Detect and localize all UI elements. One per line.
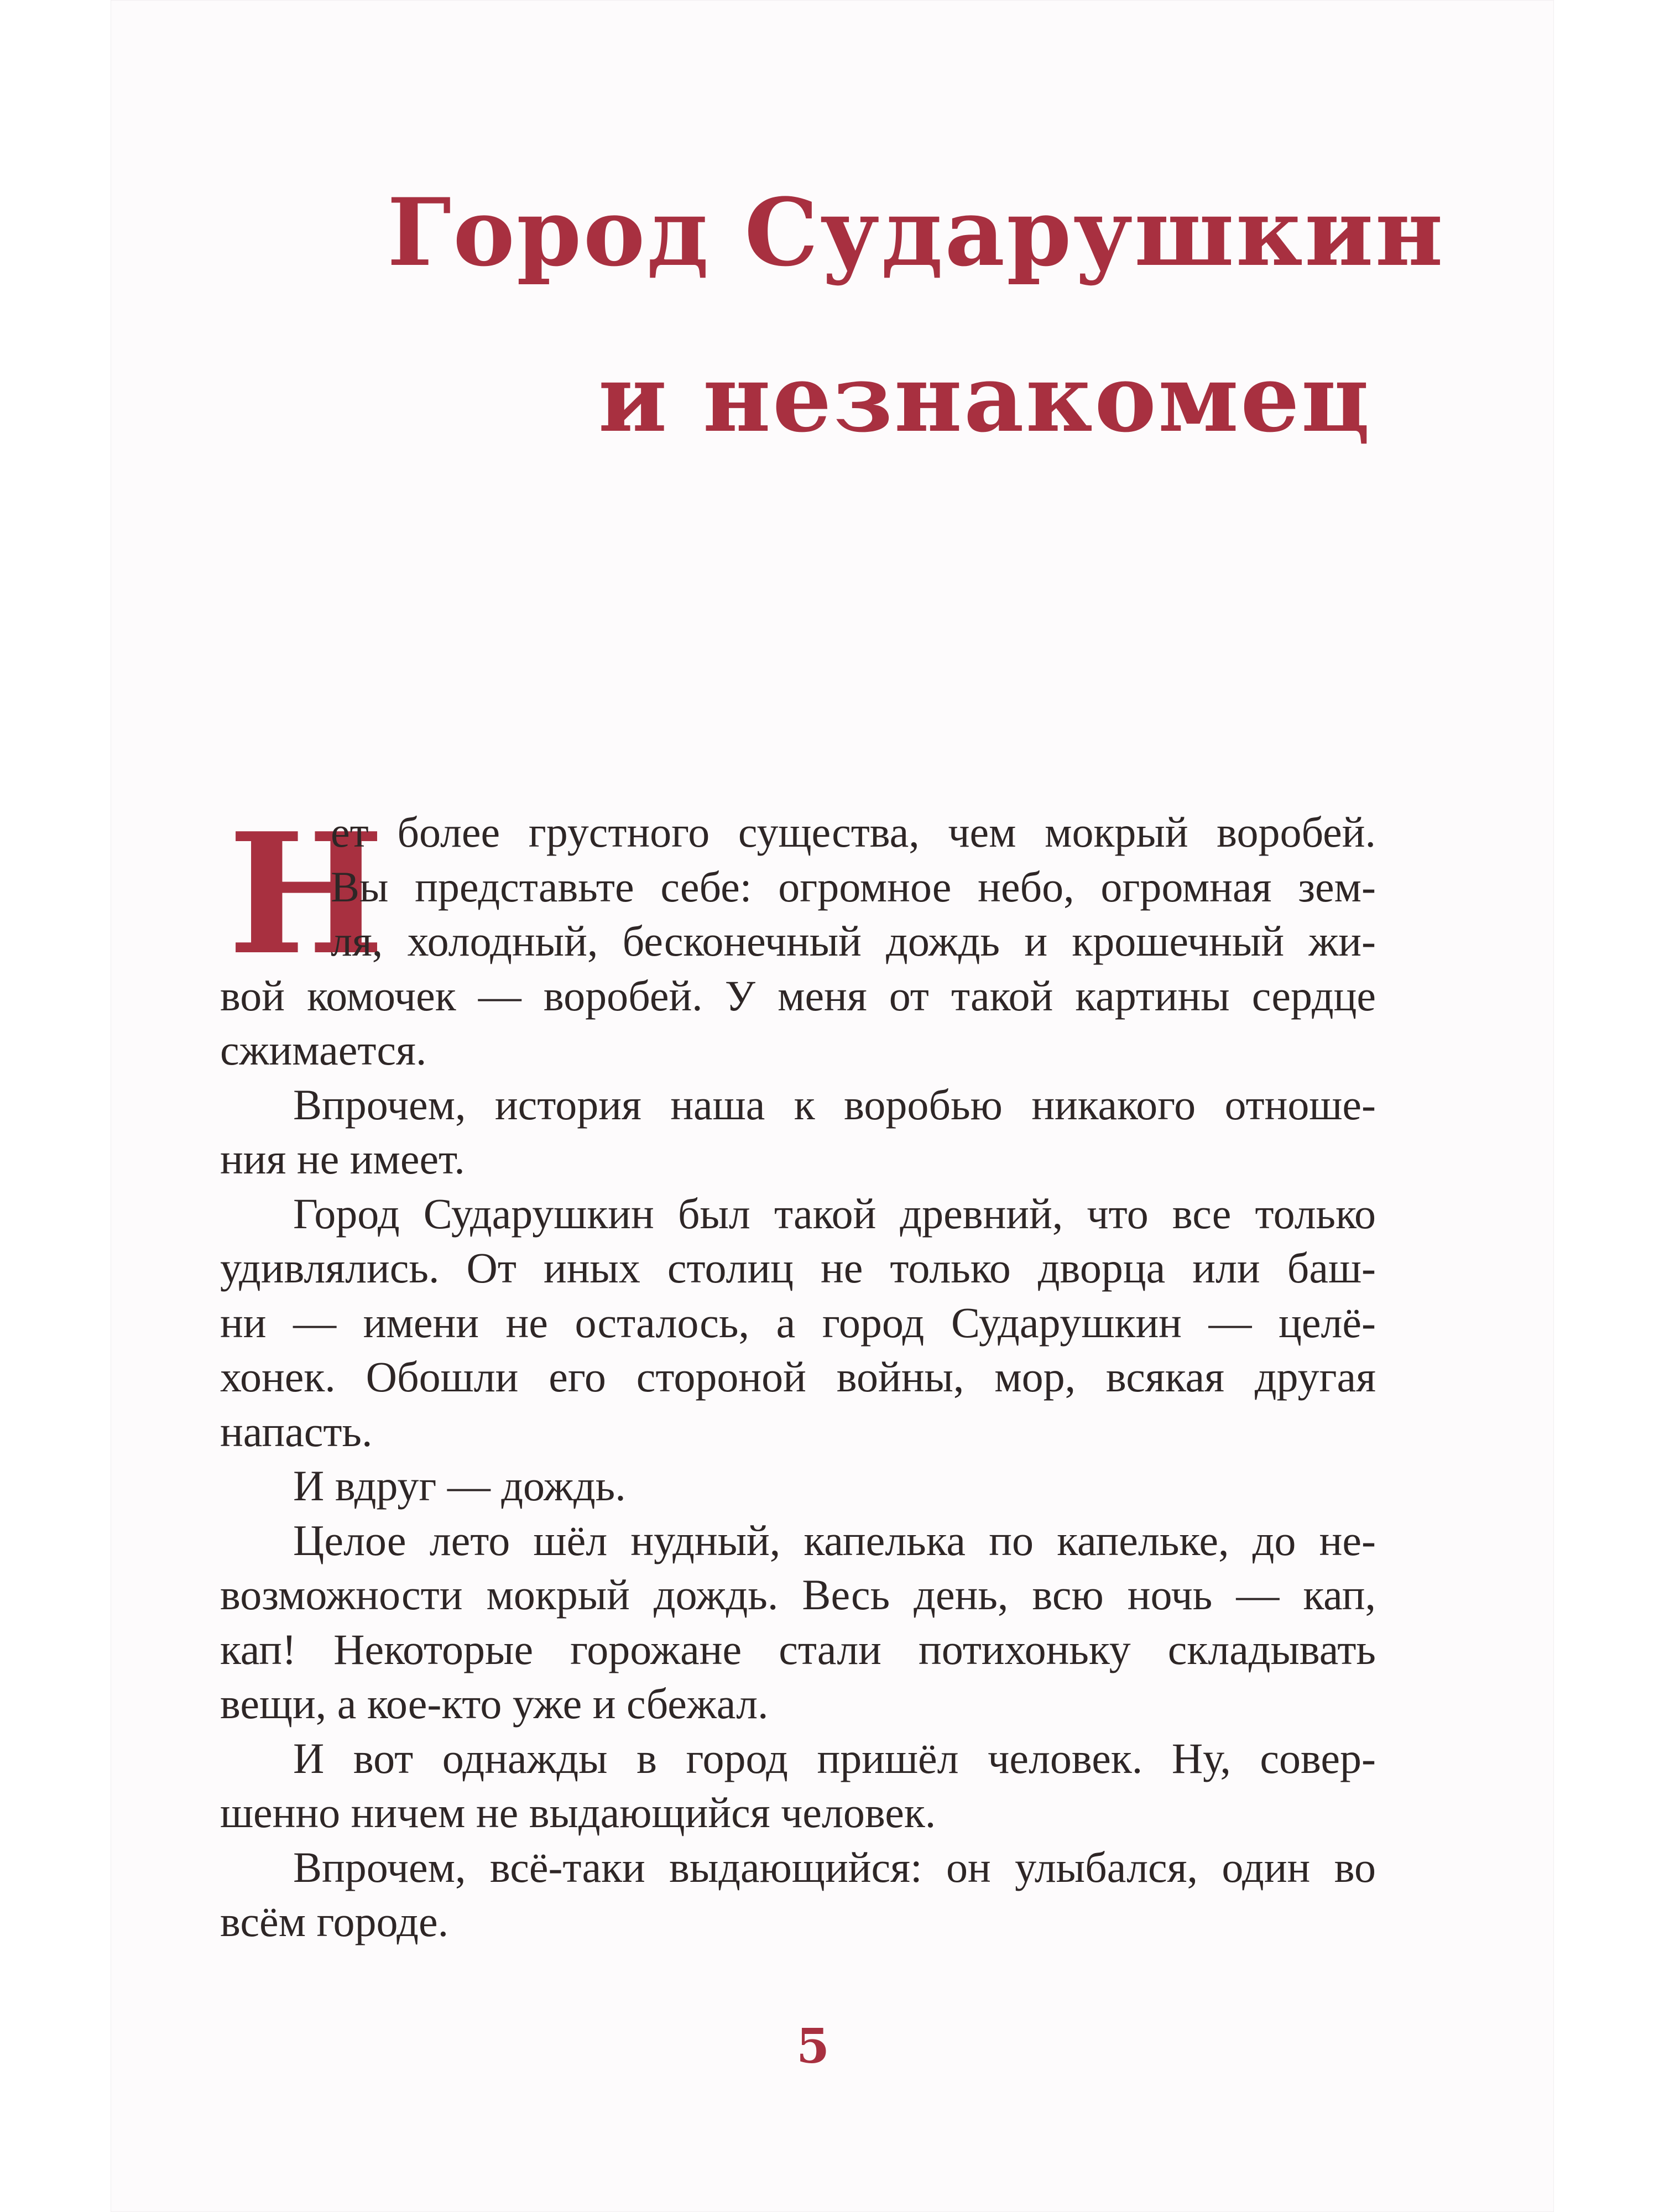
text-line: сжимается. (220, 1026, 427, 1074)
text-line: ни — имени не осталось, а город Сударушкин — целё- (220, 1298, 1376, 1347)
text-line: ля, холодный, бесконечный дождь и крошечный жи- (331, 917, 1376, 965)
text-line: шенно ничем не выдающийся человек. (220, 1788, 936, 1837)
text-line: Целое лето шёл нудный, капелька по капельке, до не- (293, 1516, 1376, 1564)
text-line: Вы представьте себе: огромное небо, огромная зем- (331, 862, 1376, 911)
text-line: Впрочем, история наша к воробью никакого отноше- (293, 1080, 1376, 1129)
text-line: ния не имеет. (220, 1135, 465, 1183)
text-line: И вот однажды в город пришёл человек. Ну, совер- (293, 1734, 1376, 1782)
chapter-body-text (220, 796, 1376, 1949)
page-number: 5 (796, 2018, 830, 2074)
text-line: хонек. Обошли его стороной войны, мор, всякая другая (220, 1353, 1376, 1401)
text-line: И вдруг — дождь. (293, 1462, 626, 1510)
text-line: удивлялись. От иных столиц не только дворца или баш- (220, 1244, 1376, 1292)
text-line: ет более грустного существа, чем мокрый воробей. (331, 808, 1376, 856)
chapter-title (387, 149, 1445, 481)
text-line: возможности мокрый дождь. Весь день, всю ночь — кап, (220, 1571, 1376, 1619)
chapter-title-line-2: и незнакомец (598, 343, 1371, 453)
text-line: всём городе. (220, 1897, 449, 1945)
text-line: напасть. (220, 1407, 373, 1455)
text-line: кап! Некоторые горожане стали потихоньку складывать (220, 1625, 1376, 1673)
text-line: вой комочек — воробей. У меня от такой картины сердце (220, 971, 1376, 1020)
text-line: вещи, а кое-кто уже и сбежал. (220, 1679, 769, 1728)
text-line: Впрочем, всё-таки выдающийся: он улыбался, один во (293, 1843, 1376, 1891)
chapter-title-line-1: Город Сударушкин (387, 178, 1445, 287)
text-line: Город Сударушкин был такой древний, что все только (293, 1189, 1376, 1238)
drop-cap: Н (228, 796, 385, 992)
